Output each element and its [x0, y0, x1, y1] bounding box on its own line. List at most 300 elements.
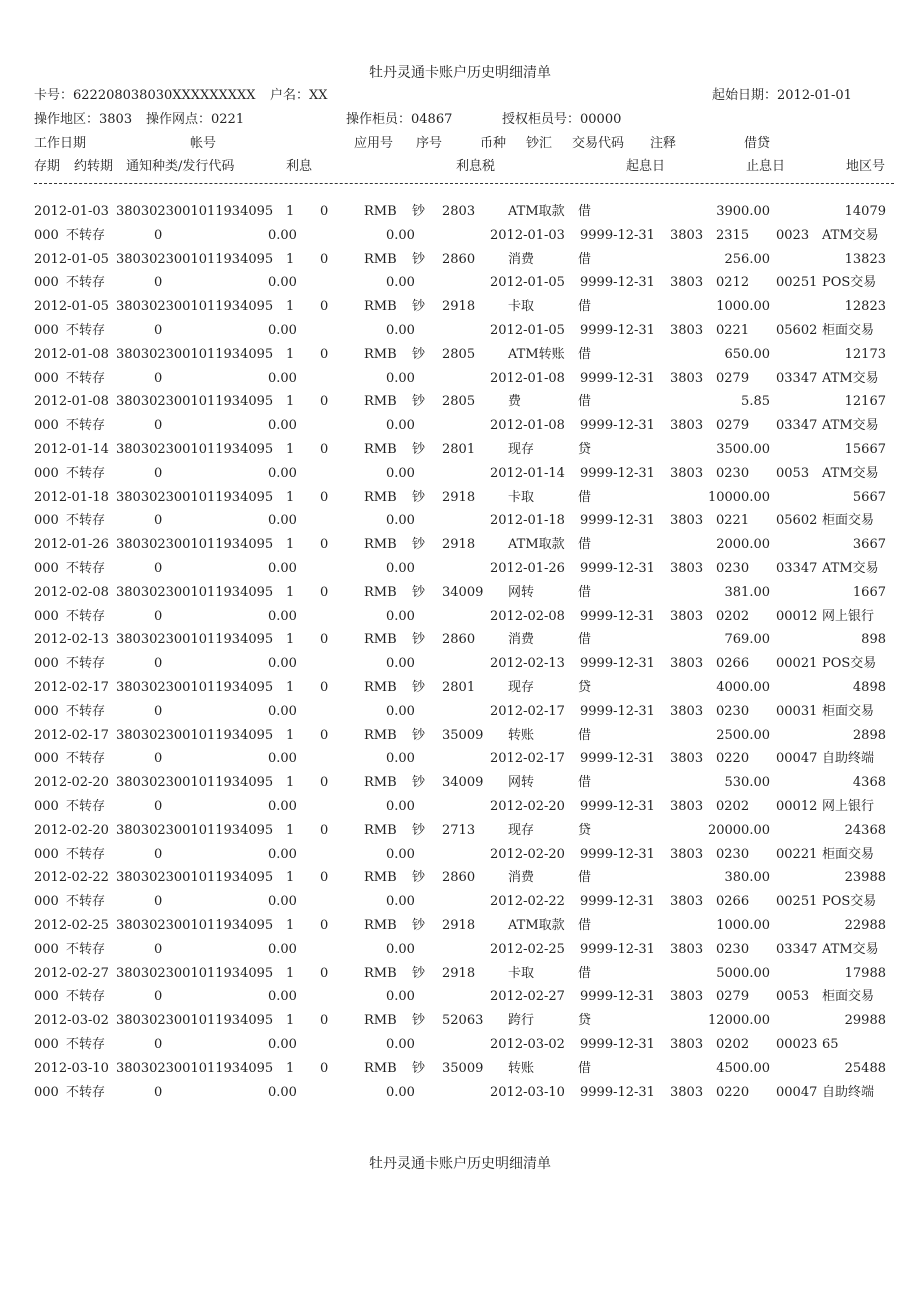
cell-app-no: 1: [286, 442, 295, 457]
cell-interest: 0.00: [268, 608, 297, 624]
cell-renew: 不转存: [66, 418, 106, 434]
cell-branch: 0202: [716, 799, 750, 814]
cell-renew: 不转存: [66, 561, 106, 576]
cell-trans-code: 2918: [442, 918, 476, 933]
cell-end-interest: 9999-12-31: [580, 941, 655, 957]
cell-branch: 0221: [716, 513, 750, 529]
cell-interest-tax: 0.00: [386, 323, 415, 338]
cell-account: 3803023001011934095: [116, 775, 274, 791]
cell-teller: 0023: [776, 227, 810, 243]
cell-term: 000: [34, 1084, 59, 1100]
cell-interest-tax: 0.00: [386, 703, 415, 719]
cell-seq: 0: [320, 537, 329, 553]
cell-amount: 769.00: [724, 632, 770, 648]
cell-note: 消费: [508, 870, 535, 886]
cell-renew: 不转存: [66, 227, 106, 243]
cell-currency: RMB: [364, 870, 397, 886]
col-note: 注释: [650, 136, 677, 151]
cell-account: 3803023001011934095: [116, 346, 274, 362]
cell-branch: 0279: [716, 418, 750, 434]
cell-branch: 0266: [716, 894, 750, 910]
cell-notice: 0: [154, 751, 163, 767]
cell-cash-type: 钞: [412, 1060, 426, 1076]
cell-debit-credit: 贷: [578, 680, 592, 695]
cell-currency: RMB: [364, 489, 397, 505]
cell-balance: 898: [861, 632, 886, 648]
cell-currency: RMB: [364, 204, 397, 219]
cell-note: 转账: [508, 727, 535, 743]
cell-channel: 柜面交易: [822, 846, 875, 862]
cell-interest-tax: 0.00: [386, 846, 415, 862]
cell-date: 2012-01-05: [34, 299, 109, 315]
cell-app-no: 1: [286, 537, 295, 553]
cell-end-interest: 9999-12-31: [580, 1084, 655, 1100]
cell-amount: 2000.00: [716, 537, 770, 553]
cell-debit-credit: 借: [578, 965, 592, 981]
cell-term: 000: [34, 751, 59, 767]
cell-notice: 0: [154, 1084, 163, 1100]
cell-interest: 0.00: [268, 561, 297, 576]
cell-date: 2012-02-13: [34, 632, 109, 648]
cell-channel: ATM交易: [822, 941, 879, 957]
cell-date: 2012-02-22: [34, 870, 109, 886]
cell-notice: 0: [154, 323, 163, 338]
cell-interest-tax: 0.00: [386, 513, 415, 529]
cell-date: 2012-01-08: [34, 394, 109, 410]
page-title-next: 牡丹灵通卡账户历史明细清单: [369, 1156, 551, 1172]
cell-branch: 0230: [716, 941, 750, 957]
cell-channel: ATM交易: [822, 465, 879, 481]
cell-interest-tax: 0.00: [386, 608, 415, 624]
cell-end-interest: 9999-12-31: [580, 370, 655, 386]
cell-branch: 0230: [716, 846, 750, 862]
cell-notice: 0: [154, 227, 163, 243]
cell-note: 卡取: [508, 489, 535, 505]
cell-balance: 3667: [852, 537, 886, 553]
cell-currency: RMB: [364, 822, 397, 838]
cell-note: 网转: [508, 775, 535, 791]
cell-end-interest: 9999-12-31: [580, 227, 655, 243]
col-work-date: 工作日期: [34, 136, 87, 151]
cell-account: 3803023001011934095: [116, 204, 274, 219]
cell-branch: 0266: [716, 656, 750, 672]
cell-debit-credit: 借: [578, 584, 592, 600]
cell-interest-tax: 0.00: [386, 751, 415, 767]
cell-channel: 网上银行: [822, 608, 875, 624]
cell-term: 000: [34, 513, 59, 529]
cell-trans-code: 2803: [442, 204, 476, 219]
cell-interest-tax: 0.00: [386, 941, 415, 957]
cell-end-interest: 9999-12-31: [580, 989, 655, 1005]
cell-debit-credit: 借: [578, 537, 592, 553]
cell-renew: 不转存: [66, 941, 106, 957]
col-term: 存期: [34, 159, 61, 174]
cell-app-no: 1: [286, 727, 295, 743]
cell-seq: 0: [320, 299, 329, 315]
cell-interest: 0.00: [268, 513, 297, 529]
cell-amount: 530.00: [724, 775, 770, 791]
cell-balance: 5667: [852, 489, 886, 505]
cell-date: 2012-02-08: [34, 584, 109, 600]
cell-note: 费: [508, 394, 522, 410]
cell-balance: 12167: [844, 394, 886, 410]
cell-renew: 不转存: [66, 275, 106, 291]
cell-notice: 0: [154, 846, 163, 862]
cell-end-interest: 9999-12-31: [580, 751, 655, 767]
card-number: 卡号：622208038030XXXXXXXXX: [34, 88, 256, 103]
cell-region: 3803: [670, 799, 704, 814]
cell-channel: ATM交易: [822, 561, 879, 576]
cell-date: 2012-02-27: [34, 965, 109, 981]
cell-note: 现存: [508, 822, 535, 838]
cell-channel: 柜面交易: [822, 703, 875, 719]
cell-region: 3803: [670, 1084, 704, 1100]
cell-teller: 00047: [776, 751, 818, 767]
cell-date: 2012-01-03: [34, 204, 109, 219]
cell-app-no: 1: [286, 489, 295, 505]
cell-app-no: 1: [286, 822, 295, 838]
cell-app-no: 1: [286, 346, 295, 362]
cell-start-interest: 2012-01-08: [490, 418, 565, 434]
cell-branch: 0230: [716, 703, 750, 719]
cell-branch: 0220: [716, 751, 750, 767]
cell-end-interest: 9999-12-31: [580, 608, 655, 624]
cell-cash-type: 钞: [412, 584, 426, 600]
cell-start-interest: 2012-02-22: [490, 894, 565, 910]
authorized-teller: 授权柜员号：00000: [502, 112, 622, 127]
cell-region: 3803: [670, 608, 704, 624]
cell-region: 3803: [670, 751, 704, 767]
cell-seq: 0: [320, 680, 329, 695]
cell-branch: 0230: [716, 561, 750, 576]
cell-seq: 0: [320, 775, 329, 791]
cell-channel: 自助终端: [822, 1084, 875, 1100]
cell-app-no: 1: [286, 680, 295, 695]
cell-account: 3803023001011934095: [116, 822, 274, 838]
cell-amount: 20000.00: [707, 822, 770, 838]
cell-seq: 0: [320, 1013, 329, 1029]
cell-teller: 05602: [776, 323, 818, 338]
cell-branch: 0279: [716, 370, 750, 386]
cell-currency: RMB: [364, 632, 397, 648]
cell-note: 消费: [508, 251, 535, 267]
cell-notice: 0: [154, 894, 163, 910]
cell-notice: 0: [154, 370, 163, 386]
col-interest-tax: 利息税: [456, 159, 496, 174]
cell-end-interest: 9999-12-31: [580, 323, 655, 338]
cell-channel: 网上银行: [822, 799, 875, 814]
cell-interest: 0.00: [268, 1037, 297, 1052]
cell-interest-tax: 0.00: [386, 465, 415, 481]
col-seq: 序号: [416, 136, 443, 151]
cell-cash-type: 钞: [412, 680, 426, 695]
cell-teller: 00012: [776, 608, 818, 624]
cell-interest: 0.00: [268, 370, 297, 386]
cell-trans-code: 2805: [442, 346, 476, 362]
cell-region: 3803: [670, 513, 704, 529]
cell-app-no: 1: [286, 394, 295, 410]
col-cash-type: 钞汇: [526, 136, 553, 151]
cell-amount: 5000.00: [716, 965, 770, 981]
cell-trans-code: 2918: [442, 299, 476, 315]
cell-cash-type: 钞: [412, 251, 426, 267]
account-owner: 户名：XX: [270, 88, 328, 103]
cell-seq: 0: [320, 1060, 329, 1076]
cell-end-interest: 9999-12-31: [580, 846, 655, 862]
cell-term: 000: [34, 370, 59, 386]
cell-debit-credit: 借: [578, 870, 592, 886]
cell-balance: 2898: [852, 727, 886, 743]
cell-cash-type: 钞: [412, 394, 426, 410]
col-region-no: 地区号: [846, 159, 886, 174]
cell-app-no: 1: [286, 918, 295, 933]
cell-renew: 不转存: [66, 751, 106, 767]
cell-account: 3803023001011934095: [116, 1060, 274, 1076]
cell-seq: 0: [320, 394, 329, 410]
cell-start-interest: 2012-01-14: [490, 465, 565, 481]
cell-account: 3803023001011934095: [116, 299, 274, 315]
cell-date: 2012-02-17: [34, 727, 109, 743]
cell-trans-code: 2860: [442, 251, 476, 267]
cell-account: 3803023001011934095: [116, 251, 274, 267]
cell-region: 3803: [670, 323, 704, 338]
cell-term: 000: [34, 989, 59, 1005]
col-account: 帐号: [190, 136, 217, 151]
cell-region: 3803: [670, 561, 704, 576]
cell-account: 3803023001011934095: [116, 1013, 274, 1029]
cell-renew: 不转存: [66, 1084, 106, 1100]
cell-start-interest: 2012-01-26: [490, 561, 565, 576]
cell-seq: 0: [320, 822, 329, 838]
cell-amount: 256.00: [724, 251, 770, 267]
cell-debit-credit: 贷: [578, 822, 592, 838]
cell-note: ATM取款: [508, 204, 565, 219]
cell-interest-tax: 0.00: [386, 227, 415, 243]
cell-teller: 05602: [776, 513, 818, 529]
cell-trans-code: 2805: [442, 394, 476, 410]
cell-interest-tax: 0.00: [386, 894, 415, 910]
cell-interest: 0.00: [268, 323, 297, 338]
cell-currency: RMB: [364, 346, 397, 362]
cell-region: 3803: [670, 465, 704, 481]
cell-seq: 0: [320, 489, 329, 505]
cell-start-interest: 2012-02-20: [490, 846, 565, 862]
cell-account: 3803023001011934095: [116, 489, 274, 505]
cell-notice: 0: [154, 275, 163, 291]
cell-balance: 4368: [852, 775, 886, 791]
cell-region: 3803: [670, 418, 704, 434]
cell-interest: 0.00: [268, 989, 297, 1005]
cell-start-interest: 2012-02-17: [490, 751, 565, 767]
cell-cash-type: 钞: [412, 775, 426, 791]
cell-channel: ATM交易: [822, 227, 879, 243]
cell-interest-tax: 0.00: [386, 275, 415, 291]
cell-app-no: 1: [286, 299, 295, 315]
cell-end-interest: 9999-12-31: [580, 275, 655, 291]
cell-teller: 0053: [776, 989, 810, 1005]
cell-currency: RMB: [364, 727, 397, 743]
cell-channel: 65: [822, 1037, 839, 1052]
cell-end-interest: 9999-12-31: [580, 703, 655, 719]
cell-branch: 2315: [716, 227, 750, 243]
cell-channel: 自助终端: [822, 751, 875, 767]
cell-notice: 0: [154, 561, 163, 576]
cell-interest: 0.00: [268, 465, 297, 481]
cell-balance: 14079: [844, 204, 886, 219]
cell-notice: 0: [154, 513, 163, 529]
cell-note: 现存: [508, 442, 535, 457]
cell-debit-credit: 借: [578, 346, 592, 362]
cell-amount: 5.85: [741, 394, 770, 410]
cell-cash-type: 钞: [412, 204, 426, 219]
cell-notice: 0: [154, 656, 163, 672]
cell-term: 000: [34, 227, 59, 243]
cell-currency: RMB: [364, 537, 397, 553]
cell-interest: 0.00: [268, 275, 297, 291]
cell-start-interest: 2012-03-02: [490, 1037, 565, 1052]
cell-trans-code: 52063: [442, 1013, 484, 1029]
cell-renew: 不转存: [66, 656, 106, 672]
cell-currency: RMB: [364, 775, 397, 791]
cell-debit-credit: 借: [578, 299, 592, 315]
cell-renew: 不转存: [66, 989, 106, 1005]
cell-amount: 12000.00: [707, 1013, 770, 1029]
cell-date: 2012-01-26: [34, 537, 109, 553]
cell-amount: 4500.00: [716, 1060, 770, 1076]
cell-branch: 0279: [716, 989, 750, 1005]
cell-start-interest: 2012-01-05: [490, 275, 565, 291]
cell-interest-tax: 0.00: [386, 799, 415, 814]
cell-teller: 03347: [776, 418, 818, 434]
cell-start-interest: 2012-03-10: [490, 1084, 565, 1100]
cell-renew: 不转存: [66, 323, 106, 338]
cell-date: 2012-02-17: [34, 680, 109, 695]
cell-region: 3803: [670, 703, 704, 719]
cell-channel: POS交易: [822, 275, 877, 291]
cell-note: 卡取: [508, 965, 535, 981]
cell-debit-credit: 借: [578, 918, 592, 933]
cell-balance: 23988: [844, 870, 886, 886]
cell-interest: 0.00: [268, 941, 297, 957]
cell-trans-code: 2801: [442, 442, 476, 457]
cell-date: 2012-03-10: [34, 1060, 109, 1076]
cell-debit-credit: 借: [578, 1060, 592, 1076]
cell-debit-credit: 借: [578, 489, 592, 505]
cell-channel: 柜面交易: [822, 513, 875, 529]
cell-debit-credit: 借: [578, 204, 592, 219]
cell-trans-code: 34009: [442, 584, 484, 600]
col-debit-credit: 借贷: [744, 136, 771, 151]
cell-teller: 0053: [776, 465, 810, 481]
cell-date: 2012-02-25: [34, 918, 109, 933]
cell-term: 000: [34, 656, 59, 672]
cell-teller: 00251: [776, 894, 818, 910]
cell-cash-type: 钞: [412, 537, 426, 553]
cell-term: 000: [34, 418, 59, 434]
cell-teller: 00023: [776, 1037, 818, 1052]
cell-note: ATM取款: [508, 537, 565, 553]
cell-renew: 不转存: [66, 608, 106, 624]
col-start-interest: 起息日: [626, 159, 666, 174]
col-end-interest: 止息日: [746, 159, 786, 174]
cell-account: 3803023001011934095: [116, 394, 274, 410]
cell-balance: 29988: [844, 1013, 886, 1029]
cell-currency: RMB: [364, 1013, 397, 1029]
cell-app-no: 1: [286, 1013, 295, 1029]
cell-currency: RMB: [364, 584, 397, 600]
cell-date: 2012-02-20: [34, 775, 109, 791]
cell-account: 3803023001011934095: [116, 632, 274, 648]
cell-term: 000: [34, 323, 59, 338]
cell-debit-credit: 借: [578, 727, 592, 743]
operation-teller: 操作柜员：04867: [346, 112, 453, 127]
cell-renew: 不转存: [66, 846, 106, 862]
cell-end-interest: 9999-12-31: [580, 894, 655, 910]
cell-branch: 0220: [716, 1084, 750, 1100]
cell-term: 000: [34, 1037, 59, 1052]
cell-term: 000: [34, 894, 59, 910]
cell-term: 000: [34, 846, 59, 862]
cell-trans-code: 2860: [442, 632, 476, 648]
cell-end-interest: 9999-12-31: [580, 418, 655, 434]
cell-cash-type: 钞: [412, 346, 426, 362]
cell-amount: 650.00: [724, 346, 770, 362]
cell-cash-type: 钞: [412, 822, 426, 838]
cell-interest: 0.00: [268, 656, 297, 672]
cell-start-interest: 2012-02-13: [490, 656, 565, 672]
cell-account: 3803023001011934095: [116, 584, 274, 600]
cell-region: 3803: [670, 846, 704, 862]
cell-renew: 不转存: [66, 465, 106, 481]
cell-balance: 22988: [844, 918, 886, 933]
cell-channel: ATM交易: [822, 418, 879, 434]
cell-start-interest: 2012-02-20: [490, 799, 565, 814]
cell-renew: 不转存: [66, 703, 106, 719]
cell-balance: 25488: [844, 1060, 886, 1076]
cell-amount: 1000.00: [716, 918, 770, 933]
cell-trans-code: 2713: [442, 822, 476, 838]
cell-term: 000: [34, 465, 59, 481]
cell-debit-credit: 借: [578, 394, 592, 410]
cell-balance: 24368: [844, 822, 886, 838]
col-interest: 利息: [286, 159, 313, 174]
cell-teller: 00031: [776, 703, 818, 719]
col-currency: 币种: [480, 136, 507, 151]
col-notice-type: 通知种类/发行代码: [126, 159, 235, 174]
cell-note: 消费: [508, 632, 535, 648]
cell-notice: 0: [154, 418, 163, 434]
cell-currency: RMB: [364, 299, 397, 315]
col-renew: 约转期: [74, 159, 114, 174]
cell-end-interest: 9999-12-31: [580, 799, 655, 814]
col-trans-code: 交易代码: [572, 136, 625, 151]
cell-account: 3803023001011934095: [116, 727, 274, 743]
cell-teller: 00221: [776, 846, 818, 862]
cell-teller: 00021: [776, 656, 818, 672]
cell-app-no: 1: [286, 632, 295, 648]
cell-channel: ATM交易: [822, 370, 879, 386]
cell-notice: 0: [154, 465, 163, 481]
cell-interest-tax: 0.00: [386, 1084, 415, 1100]
cell-account: 3803023001011934095: [116, 537, 274, 553]
cell-trans-code: 2918: [442, 537, 476, 553]
cell-cash-type: 钞: [412, 918, 426, 933]
cell-region: 3803: [670, 989, 704, 1005]
operation-branch: 操作网点：0221: [146, 112, 245, 127]
cell-seq: 0: [320, 251, 329, 267]
cell-renew: 不转存: [66, 799, 106, 814]
cell-amount: 3500.00: [716, 442, 770, 457]
